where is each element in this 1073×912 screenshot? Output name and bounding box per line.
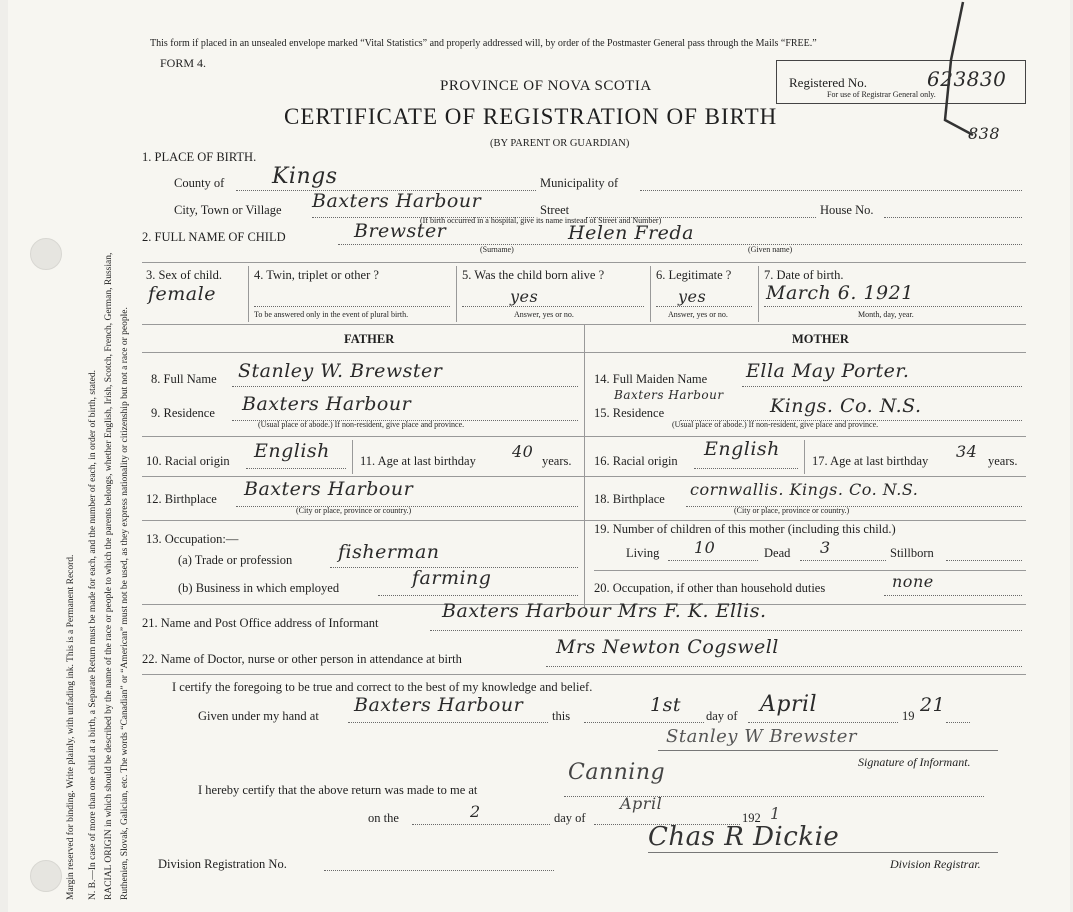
dob-value: March 6. 1921 — [766, 282, 914, 304]
margin-note: RACIAL ORIGIN in which should be described by the name of the race or people to which the parents belongs, whether English, Irish, Scotch, French, German, Russian, — [104, 252, 114, 900]
division-reg-no-label: Division Registration No. — [158, 857, 287, 871]
given-name-value: Helen Freda — [568, 222, 694, 244]
binding-hole — [30, 860, 62, 892]
mother-birthplace-value: cornwallis. Kings. Co. N.S. — [690, 480, 919, 499]
year-prefix: 19 — [902, 709, 915, 723]
father-residence-label: 9. Residence — [151, 406, 215, 420]
binding-hole — [30, 238, 62, 270]
legitimate-label: 6. Legitimate ? — [656, 268, 732, 282]
trade-label: (a) Trade or profession — [178, 553, 293, 567]
province-heading: PROVINCE OF NOVA SCOTIA — [440, 78, 652, 94]
stillborn-label: Stillborn — [890, 546, 934, 560]
page-subtitle: (BY PARENT OR GUARDIAN) — [490, 138, 630, 149]
surname-note: (Surname) — [480, 245, 514, 254]
father-name-label: 8. Full Name — [151, 372, 217, 386]
day-of-label: day of — [706, 709, 738, 723]
father-age-value: 40 — [512, 442, 534, 461]
on-year-value: 1 — [770, 804, 781, 823]
dead-value: 3 — [820, 538, 831, 557]
father-residence-value: Baxters Harbour — [242, 393, 412, 415]
informant-signature-label: Signature of Informant. — [858, 755, 971, 769]
mother-race-label: 16. Racial origin — [594, 454, 678, 468]
municipality-label: Municipality of — [540, 176, 619, 190]
living-value: 10 — [694, 538, 716, 557]
city-value: Baxters Harbour — [312, 190, 482, 212]
dob-note: Month, day, year. — [858, 310, 914, 319]
postal-note: This form if placed in an unsealed envelope marked “Vital Statistics” and properly addressed will, by order of the Postmaster General pass through the Mails “FREE.” — [150, 38, 817, 49]
father-race-value: English — [254, 440, 330, 462]
registered-note: For use of Registrar General only. — [827, 90, 936, 99]
dob-label: 7. Date of birth. — [764, 268, 844, 282]
year2-prefix: 192 — [742, 811, 761, 825]
mother-residence-small: Baxters Harbour — [614, 388, 724, 402]
father-race-label: 10. Racial origin — [146, 454, 230, 468]
doctor-value: Mrs Newton Cogswell — [556, 636, 779, 658]
mother-residence-value: Kings. Co. N.S. — [770, 395, 922, 417]
received-at-value: Canning — [568, 760, 666, 785]
day-value: 1st — [650, 694, 681, 716]
mother-years-label: years. — [988, 454, 1018, 468]
mother-residence-note: (Usual place of abode.) If non-resident, give place and province. — [672, 420, 879, 429]
mother-heading: MOTHER — [792, 332, 849, 346]
pen-stroke — [923, 0, 983, 150]
business-label: (b) Business in which employed — [178, 581, 340, 595]
legitimate-note: Answer, yes or no. — [668, 310, 728, 319]
county-value: Kings — [272, 164, 338, 189]
street-label: Street — [540, 203, 570, 217]
certify-text: I certify the foregoing to be true and correct to the best of my knowledge and belief. — [172, 680, 593, 694]
father-years-label: years. — [542, 454, 572, 468]
on-the-label: on the — [368, 811, 399, 825]
living-label: Living — [626, 546, 660, 560]
alive-value: yes — [510, 287, 539, 306]
father-name-value: Stanley W. Brewster — [238, 360, 443, 382]
sex-label: 3. Sex of child. — [146, 268, 223, 282]
father-birthplace-value: Baxters Harbour — [244, 478, 414, 500]
given-at-value: Baxters Harbour — [354, 694, 524, 716]
mother-occupation-label: 20. Occupation, if other than household duties — [594, 581, 826, 595]
registration-box — [776, 60, 1026, 104]
margin-note: Ruthenien, Slovak, Galician, etc. The words “Canadian” or “American” must not be used, as they express nationality or citizenship but not a race or people. — [120, 307, 130, 900]
father-birthplace-note: (City or place, province or country.) — [296, 506, 412, 515]
registered-label: Registered No. — [789, 75, 867, 90]
informant-label: 21. Name and Post Office address of Informant — [142, 616, 379, 630]
given-hand-label: Given under my hand at — [198, 709, 319, 723]
page-title: CERTIFICATE OF REGISTRATION OF BIRTH — [284, 104, 778, 129]
hereby-label: I hereby certify that the above return was made to me at — [198, 783, 478, 797]
legitimate-value: yes — [678, 287, 707, 306]
informant-signature: Stanley W Brewster — [666, 726, 858, 747]
division-registrar-label: Division Registrar. — [890, 857, 981, 871]
given-note: (Given name) — [748, 245, 793, 254]
mother-birthplace-note: (City or place, province or country.) — [734, 506, 850, 515]
children-label: 19. Number of children of this mother (including this child.) — [594, 522, 896, 536]
full-name-label: 2. FULL NAME OF CHILD — [142, 230, 286, 244]
business-value: farming — [412, 567, 492, 589]
certificate-paper — [8, 0, 1070, 912]
form-number: FORM 4. — [160, 56, 207, 70]
mother-age-label: 17. Age at last birthday — [812, 454, 929, 468]
month-value: April — [760, 692, 818, 717]
surname-value: Brewster — [354, 220, 447, 242]
county-label: County of — [174, 176, 225, 190]
twin-note: To be answered only in the event of plural birth. — [254, 310, 409, 319]
mother-name-label: 14. Full Maiden Name — [594, 372, 708, 386]
occupation-label: 13. Occupation:— — [146, 532, 239, 546]
dead-label: Dead — [764, 546, 791, 560]
on-month-value: April — [620, 794, 663, 813]
margin-note: Margin reserved for binding. Write plainly, with unfading ink. This is a Permanent Record. — [66, 554, 76, 900]
margin-note: N. B.—In case of more than one child at a birth, a Separate Return must be made for each, and the number of each, in order of birth, stated. — [88, 370, 98, 900]
city-label: City, Town or Village — [174, 203, 282, 217]
mother-birthplace-label: 18. Birthplace — [594, 492, 665, 506]
twin-label: 4. Twin, triplet or other ? — [254, 268, 379, 282]
father-heading: FATHER — [344, 332, 395, 346]
this-label: this — [552, 709, 571, 723]
mother-age-value: 34 — [956, 442, 978, 461]
doctor-label: 22. Name of Doctor, nurse or other person in attendance at birth — [142, 652, 462, 666]
mother-name-value: Ella May Porter. — [746, 360, 910, 382]
registrar-signature: Chas R Dickie — [648, 822, 840, 852]
trade-value: fisherman — [338, 541, 440, 563]
mother-race-value: English — [704, 438, 780, 460]
corner-mark: 838 — [968, 124, 1001, 143]
year-value: 21 — [920, 694, 946, 716]
informant-value: Baxters Harbour Mrs F. K. Ellis. — [442, 600, 767, 622]
house-label: House No. — [820, 203, 874, 217]
father-age-label: 11. Age at last birthday — [360, 454, 476, 468]
day-of2-label: day of — [554, 811, 586, 825]
father-residence-note: (Usual place of abode.) If non-resident, give place and province. — [258, 420, 465, 429]
place-of-birth-label: 1. PLACE OF BIRTH. — [142, 150, 257, 164]
registered-number: 623830 — [927, 67, 1007, 91]
on-day-value: 2 — [470, 802, 481, 821]
mother-occupation-value: none — [892, 572, 934, 591]
hospital-note: (If birth occurred in a hospital, give its name instead of Street and Number) — [420, 216, 662, 225]
sex-value: female — [148, 283, 216, 305]
alive-note: Answer, yes or no. — [514, 310, 574, 319]
father-birthplace-label: 12. Birthplace — [146, 492, 217, 506]
alive-label: 5. Was the child born alive ? — [462, 268, 605, 282]
mother-residence-label: 15. Residence — [594, 406, 665, 420]
